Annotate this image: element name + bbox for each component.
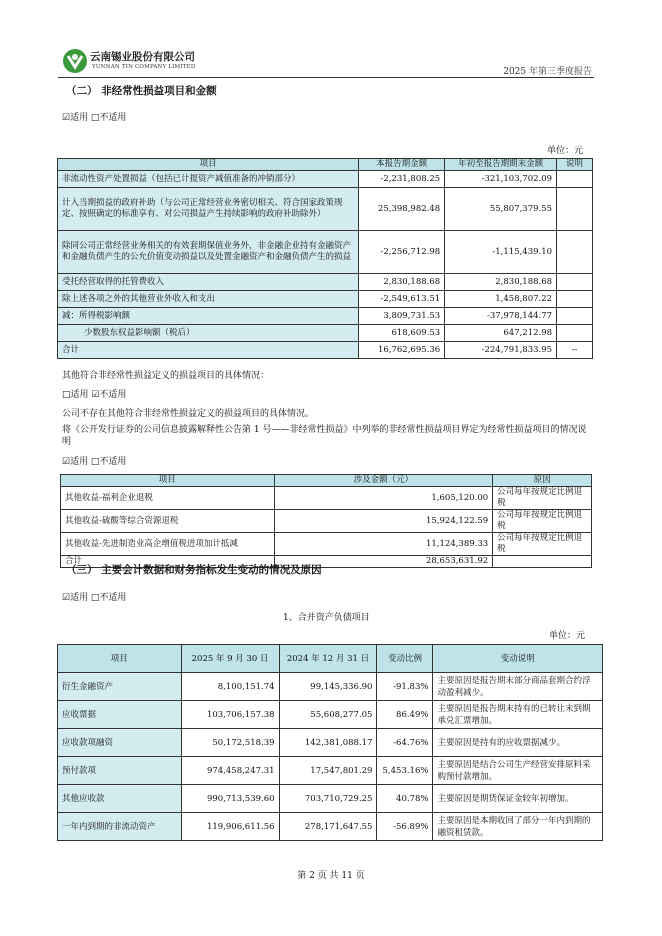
table-header: 原因: [493, 475, 592, 487]
table-row: [58, 308, 593, 325]
row-label: 受托经营取得的托管费收入: [58, 274, 359, 291]
recurring-reclass-table: [60, 474, 592, 568]
table-row: [58, 231, 593, 274]
row-label: 合计: [61, 556, 275, 568]
table-row: [58, 813, 603, 841]
row-label: 除上述各项之外的其他营业外收入和支出: [58, 291, 359, 308]
note-applicable2: □适用 ☑不适用: [62, 390, 127, 400]
note-other-items: 其他符合非经常性损益定义的损益项目的具体情况：: [62, 371, 270, 381]
note-classification: 将《公开发行证券的公司信息披露解释性公告第 1 号——非经常性损益》中列举的非经常性损益项目界定为经常性损益项目的情况说明: [62, 425, 587, 447]
cell-ytd: 55,807,379.55: [445, 188, 557, 231]
table-row: [58, 342, 593, 359]
table-row: [61, 533, 592, 556]
table-row: [58, 291, 593, 308]
table-row: [58, 757, 603, 785]
balance-sheet-changes-table: [57, 644, 603, 841]
cell-explain: 主要原因是持有的应收票据减少。: [433, 729, 603, 757]
cell-ratio: -64.76%: [377, 729, 433, 757]
cell-ytd: -321,103,702.09: [445, 171, 557, 188]
table-header: 2024 年 12 月 31 日: [279, 645, 377, 673]
cell-2024: 278,171,647.55: [279, 813, 377, 841]
table-header: 说明: [557, 159, 593, 171]
table-header: 2025 年 9 月 30 日: [181, 645, 279, 673]
cell-2025: 990,713,539.60: [181, 785, 279, 813]
cell-reason: 公司每年按规定比例退税: [493, 533, 592, 556]
row-label: 衍生金融资产: [58, 673, 182, 701]
row-label: 合计: [58, 342, 359, 359]
section2-applicable: ☑适用 □不适用: [62, 113, 127, 123]
section2-unit: 单位：元: [547, 146, 584, 156]
table-row: [58, 171, 593, 188]
section3-applicable: ☑适用 □不适用: [62, 593, 127, 603]
cell-note: [557, 188, 593, 231]
table-header: 年初至报告期期末金额: [445, 159, 557, 171]
company-logo-icon: [62, 48, 88, 74]
cell-explain: 主要原因是报告期末持有的已转让未到期承兑汇票增加。: [433, 701, 603, 729]
row-label: 其他收益-先进制造业高企增值税进项加计抵减: [61, 533, 275, 556]
cell-explain: 主要原因是本期收回了部分一年内到期的融资租赁款。: [433, 813, 603, 841]
cell-ytd: -224,791,833.95: [445, 342, 557, 359]
cell-2024: 55,608,277.05: [279, 701, 377, 729]
table-row: [58, 673, 603, 701]
section3-title: （三） 主要会计数据和财务指标发生变动的情况及原因: [66, 564, 322, 576]
row-label: 预付款项: [58, 757, 182, 785]
cell-amount: 28,653,631.92: [274, 556, 493, 568]
row-label: 其他应收款: [58, 785, 182, 813]
cell-note: [557, 325, 593, 342]
nonrecurring-table: [57, 158, 593, 359]
table-header: 变动说明: [433, 645, 603, 673]
table-row: [61, 487, 592, 510]
cell-2024: 142,381,088.17: [279, 729, 377, 757]
cell-amount: 11,124,389.33: [274, 533, 493, 556]
table-row: [61, 510, 592, 533]
note-applicable3: ☑适用 □不适用: [62, 457, 127, 467]
cell-ytd: 2,830,188.68: [445, 274, 557, 291]
cell-note: --: [557, 342, 593, 359]
cell-ratio: -91.83%: [377, 673, 433, 701]
cell-amount: 1,605,120.00: [274, 487, 493, 510]
table-row: [58, 274, 593, 291]
cell-2025: 974,458,247.31: [181, 757, 279, 785]
table-row: [58, 188, 593, 231]
cell-2025: 103,706,157.38: [181, 701, 279, 729]
cell-current: 618,609.53: [359, 325, 445, 342]
cell-ratio: 5,453.16%: [377, 757, 433, 785]
cell-note: [557, 274, 593, 291]
cell-current: -2,549,613.51: [359, 291, 445, 308]
table-header: 项目: [61, 475, 275, 487]
company-name-en: YUNNAN TIN COMPANY LIMITED: [92, 64, 196, 70]
cell-2025: 119,906,611.56: [181, 813, 279, 841]
row-label: 除同公司正常经营业务相关的有效套期保值业务外，非金融企业持有金融资产和金融负债产生的公允价值变动损益以及处置金融资产和金融负债产生的损益: [58, 231, 359, 274]
cell-current: 16,762,695.36: [359, 342, 445, 359]
page-number: 第 2 页 共 11 页: [297, 871, 365, 881]
row-label: 减：所得税影响额: [58, 308, 359, 325]
row-label: 应收票据: [58, 701, 182, 729]
row-label: 计入当期损益的政府补助（与公司正常经营业务密切相关、符合国家政策规定、按照确定的标准享有、对公司损益产生持续影响的政府补助除外）: [58, 188, 359, 231]
section3-subtitle: 1、合并资产负债项目: [283, 613, 370, 623]
cell-current: -2,231,808.25: [359, 171, 445, 188]
cell-note: [557, 308, 593, 325]
cell-explain: 主要原因是报告期末部分商品套期合约浮动盈利减少。: [433, 673, 603, 701]
cell-explain: 主要原因是期货保证金较年初增加。: [433, 785, 603, 813]
cell-current: -2,256,712.98: [359, 231, 445, 274]
header-divider: [58, 77, 594, 78]
row-label: 非流动性资产处置损益（包括已计提资产减值准备的冲销部分）: [58, 171, 359, 188]
row-label: 应收款项融资: [58, 729, 182, 757]
table-header: 项目: [58, 159, 359, 171]
cell-2025: 8,100,151.74: [181, 673, 279, 701]
table-header: 变动比例: [377, 645, 433, 673]
row-label: 其他收益-硫酸等综合资源退税: [61, 510, 275, 533]
cell-reason: 公司每年按规定比例退税: [493, 487, 592, 510]
cell-current: 3,809,731.53: [359, 308, 445, 325]
note-no-other-items: 公司不存在其他符合非经常性损益定义的损益项目的具体情况。: [62, 409, 315, 419]
cell-ytd: -37,978,144.77: [445, 308, 557, 325]
cell-amount: 15,924,122.59: [274, 510, 493, 533]
cell-2024: 99,145,336.90: [279, 673, 377, 701]
cell-ytd: 647,212.98: [445, 325, 557, 342]
row-label: 一年内到期的非流动资产: [58, 813, 182, 841]
row-label: 少数股东权益影响额（税后）: [58, 325, 359, 342]
company-name: 云南锡业股份有限公司: [90, 51, 195, 63]
table-row: [58, 325, 593, 342]
table-row: [58, 729, 603, 757]
table-header: 涉及金额（元）: [274, 475, 493, 487]
cell-ytd: 1,458,807.22: [445, 291, 557, 308]
cell-note: [557, 171, 593, 188]
report-title: 2025 年第三季度报告: [503, 67, 592, 77]
table-header: 项目: [58, 645, 182, 673]
cell-explain: 主要原因是结合公司生产经营安排原料采购预付款增加。: [433, 757, 603, 785]
cell-note: [557, 231, 593, 274]
table-header: 本报告期金额: [359, 159, 445, 171]
section2-title: （二） 非经常性损益项目和金额: [66, 85, 217, 97]
table-row: [58, 701, 603, 729]
cell-2024: 703,710,729.25: [279, 785, 377, 813]
cell-reason: [493, 556, 592, 568]
section3-unit: 单位：元: [549, 631, 586, 641]
cell-2024: 17,547,801.29: [279, 757, 377, 785]
table-row: [58, 785, 603, 813]
cell-ratio: 86.49%: [377, 701, 433, 729]
cell-2025: 50,172,518.39: [181, 729, 279, 757]
cell-current: 2,830,188.68: [359, 274, 445, 291]
cell-ytd: -1,115,439.10: [445, 231, 557, 274]
cell-note: [557, 291, 593, 308]
cell-ratio: -56.89%: [377, 813, 433, 841]
row-label: 其他收益-福利企业退税: [61, 487, 275, 510]
cell-reason: 公司每年按规定比例退税: [493, 510, 592, 533]
cell-ratio: 40.78%: [377, 785, 433, 813]
cell-current: 25,398,982.48: [359, 188, 445, 231]
